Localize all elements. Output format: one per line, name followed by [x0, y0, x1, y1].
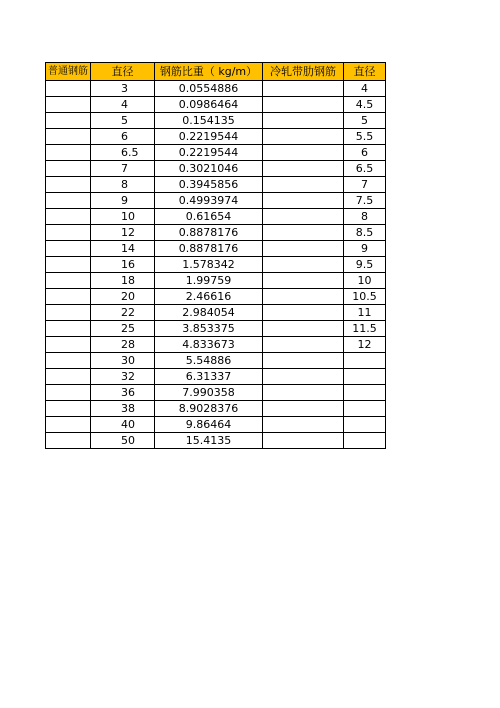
- cell-unit-weight[interactable]: 6.31337: [155, 369, 263, 385]
- cell-cold-rolled-rebar[interactable]: [263, 369, 344, 385]
- cell-cold-rolled-rebar[interactable]: [263, 305, 344, 321]
- cell-ordinary-rebar[interactable]: [46, 241, 91, 257]
- cell-ordinary-rebar[interactable]: [46, 161, 91, 177]
- cell-cold-rolled-diameter[interactable]: [344, 417, 386, 433]
- cell-cold-rolled-diameter[interactable]: 11: [344, 305, 386, 321]
- cell-diameter[interactable]: 4: [91, 97, 155, 113]
- cell-diameter[interactable]: 38: [91, 401, 155, 417]
- cell-ordinary-rebar[interactable]: [46, 417, 91, 433]
- cell-unit-weight[interactable]: 0.2219544: [155, 145, 263, 161]
- cell-diameter[interactable]: 18: [91, 273, 155, 289]
- cell-cold-rolled-rebar[interactable]: [263, 321, 344, 337]
- cell-cold-rolled-diameter[interactable]: 9.5: [344, 257, 386, 273]
- cell-cold-rolled-diameter[interactable]: 4: [344, 81, 386, 97]
- table-row: [46, 81, 386, 97]
- cell-ordinary-rebar[interactable]: [46, 337, 91, 353]
- cell-cold-rolled-rebar[interactable]: [263, 97, 344, 113]
- cell-unit-weight[interactable]: 0.8878176: [155, 241, 263, 257]
- cell-unit-weight[interactable]: 2.984054: [155, 305, 263, 321]
- cell-unit-weight[interactable]: 1.99759: [155, 273, 263, 289]
- cell-diameter[interactable]: 3: [91, 81, 155, 97]
- cell-unit-weight[interactable]: 2.46616: [155, 289, 263, 305]
- cell-cold-rolled-diameter[interactable]: [344, 353, 386, 369]
- cell-diameter[interactable]: 16: [91, 257, 155, 273]
- header-unit-weight-cn: 钢筋比重（: [159, 65, 215, 78]
- cell-unit-weight[interactable]: 0.61654: [155, 209, 263, 225]
- cell-ordinary-rebar[interactable]: [46, 273, 91, 289]
- table-body: [46, 81, 386, 449]
- cell-cold-rolled-diameter[interactable]: 8.5: [344, 225, 386, 241]
- cell-unit-weight[interactable]: 5.54886: [155, 353, 263, 369]
- cell-cold-rolled-rebar[interactable]: [263, 193, 344, 209]
- cell-ordinary-rebar[interactable]: [46, 81, 91, 97]
- cell-diameter[interactable]: 6.5: [91, 145, 155, 161]
- cell-ordinary-rebar[interactable]: [46, 369, 91, 385]
- table-row: [46, 241, 386, 257]
- cell-unit-weight[interactable]: 0.3021046: [155, 161, 263, 177]
- header-cold-rolled-diameter[interactable]: 直径: [344, 63, 386, 81]
- cell-cold-rolled-rebar[interactable]: [263, 337, 344, 353]
- cell-cold-rolled-rebar[interactable]: [263, 257, 344, 273]
- cell-cold-rolled-rebar[interactable]: [263, 177, 344, 193]
- cell-unit-weight[interactable]: 0.8878176: [155, 225, 263, 241]
- cell-cold-rolled-rebar[interactable]: [263, 161, 344, 177]
- cell-unit-weight[interactable]: 15.4135: [155, 433, 263, 449]
- header-cold-rolled-rebar[interactable]: 冷轧带肋钢筋: [263, 63, 344, 81]
- cell-ordinary-rebar[interactable]: [46, 129, 91, 145]
- table-row: [46, 353, 386, 369]
- cell-unit-weight[interactable]: 1.578342: [155, 257, 263, 273]
- table-row: [46, 113, 386, 129]
- cell-cold-rolled-rebar[interactable]: [263, 225, 344, 241]
- cell-cold-rolled-diameter[interactable]: 10.5: [344, 289, 386, 305]
- cell-cold-rolled-diameter[interactable]: [344, 385, 386, 401]
- cell-diameter[interactable]: 14: [91, 241, 155, 257]
- cell-diameter[interactable]: 5: [91, 113, 155, 129]
- cell-ordinary-rebar[interactable]: [46, 97, 91, 113]
- table-row: [46, 193, 386, 209]
- table-row: [46, 417, 386, 433]
- header-diameter[interactable]: 直径: [91, 63, 155, 81]
- cell-ordinary-rebar[interactable]: [46, 385, 91, 401]
- cell-ordinary-rebar[interactable]: [46, 193, 91, 209]
- cell-cold-rolled-diameter[interactable]: 5: [344, 113, 386, 129]
- header-row: [46, 63, 386, 81]
- cell-ordinary-rebar[interactable]: [46, 321, 91, 337]
- cell-cold-rolled-rebar[interactable]: [263, 417, 344, 433]
- cell-diameter[interactable]: 32: [91, 369, 155, 385]
- cell-cold-rolled-diameter[interactable]: [344, 433, 386, 449]
- cell-cold-rolled-diameter[interactable]: 11.5: [344, 321, 386, 337]
- cell-cold-rolled-diameter[interactable]: 4.5: [344, 97, 386, 113]
- cell-ordinary-rebar[interactable]: [46, 353, 91, 369]
- table-row: [46, 385, 386, 401]
- cell-ordinary-rebar[interactable]: [46, 209, 91, 225]
- cell-cold-rolled-diameter[interactable]: 7.5: [344, 193, 386, 209]
- cell-cold-rolled-diameter[interactable]: 7: [344, 177, 386, 193]
- cell-unit-weight[interactable]: 0.2219544: [155, 129, 263, 145]
- cell-cold-rolled-rebar[interactable]: [263, 81, 344, 97]
- cell-cold-rolled-rebar[interactable]: [263, 241, 344, 257]
- cell-cold-rolled-rebar[interactable]: [263, 129, 344, 145]
- cell-diameter[interactable]: 50: [91, 433, 155, 449]
- table-row: [46, 97, 386, 113]
- cell-ordinary-rebar[interactable]: [46, 289, 91, 305]
- cell-diameter[interactable]: 36: [91, 385, 155, 401]
- table-row: [46, 273, 386, 289]
- cell-cold-rolled-rebar[interactable]: [263, 209, 344, 225]
- table-row: [46, 321, 386, 337]
- cell-ordinary-rebar[interactable]: [46, 305, 91, 321]
- cell-cold-rolled-rebar[interactable]: [263, 385, 344, 401]
- cell-unit-weight[interactable]: 0.0986464: [155, 97, 263, 113]
- cell-unit-weight[interactable]: 0.4993974: [155, 193, 263, 209]
- cell-cold-rolled-rebar[interactable]: [263, 289, 344, 305]
- cell-cold-rolled-rebar[interactable]: [263, 401, 344, 417]
- cell-ordinary-rebar[interactable]: [46, 401, 91, 417]
- cell-unit-weight[interactable]: 3.853375: [155, 321, 263, 337]
- cell-cold-rolled-diameter[interactable]: 5.5: [344, 129, 386, 145]
- cell-cold-rolled-diameter[interactable]: 6: [344, 145, 386, 161]
- cell-ordinary-rebar[interactable]: [46, 145, 91, 161]
- table-row: [46, 225, 386, 241]
- cell-ordinary-rebar[interactable]: [46, 433, 91, 449]
- cell-diameter[interactable]: 28: [91, 337, 155, 353]
- cell-diameter[interactable]: 25: [91, 321, 155, 337]
- cell-unit-weight[interactable]: 0.0554886: [155, 81, 263, 97]
- cell-ordinary-rebar[interactable]: [46, 113, 91, 129]
- table-row: [46, 129, 386, 145]
- cell-cold-rolled-diameter[interactable]: [344, 369, 386, 385]
- cell-cold-rolled-rebar[interactable]: [263, 353, 344, 369]
- cell-unit-weight[interactable]: 7.990358: [155, 385, 263, 401]
- cell-cold-rolled-diameter[interactable]: 10: [344, 273, 386, 289]
- header-ordinary-rebar[interactable]: 普通钢筋: [46, 63, 91, 81]
- cell-unit-weight[interactable]: 0.154135: [155, 113, 263, 129]
- table-row: [46, 209, 386, 225]
- cell-diameter[interactable]: 40: [91, 417, 155, 433]
- table-row: [46, 177, 386, 193]
- cell-cold-rolled-rebar[interactable]: [263, 273, 344, 289]
- cell-ordinary-rebar[interactable]: [46, 225, 91, 241]
- cell-unit-weight[interactable]: 4.833673: [155, 337, 263, 353]
- table-row: [46, 433, 386, 449]
- table-row: [46, 161, 386, 177]
- cell-cold-rolled-rebar[interactable]: [263, 113, 344, 129]
- table-row: [46, 369, 386, 385]
- cell-cold-rolled-rebar[interactable]: [263, 145, 344, 161]
- cell-cold-rolled-diameter[interactable]: 9: [344, 241, 386, 257]
- cell-diameter[interactable]: 7: [91, 161, 155, 177]
- cell-cold-rolled-rebar[interactable]: [263, 433, 344, 449]
- cell-cold-rolled-diameter[interactable]: 8: [344, 209, 386, 225]
- cell-unit-weight[interactable]: 0.3945856: [155, 177, 263, 193]
- cell-diameter[interactable]: 9: [91, 193, 155, 209]
- cell-diameter[interactable]: 12: [91, 225, 155, 241]
- cell-diameter[interactable]: 8: [91, 177, 155, 193]
- rebar-weight-table: [45, 62, 386, 449]
- table-row: [46, 305, 386, 321]
- cell-unit-weight[interactable]: 9.86464: [155, 417, 263, 433]
- cell-unit-weight[interactable]: 8.9028376: [155, 401, 263, 417]
- cell-diameter[interactable]: 6: [91, 129, 155, 145]
- table-row: [46, 401, 386, 417]
- header-unit-weight-unit: kg/m）: [214, 65, 258, 78]
- cell-diameter[interactable]: 30: [91, 353, 155, 369]
- cell-diameter[interactable]: 22: [91, 305, 155, 321]
- header-unit-weight[interactable]: [155, 63, 263, 81]
- cell-ordinary-rebar[interactable]: [46, 177, 91, 193]
- cell-diameter[interactable]: 20: [91, 289, 155, 305]
- table-row: [46, 257, 386, 273]
- cell-cold-rolled-diameter[interactable]: 6.5: [344, 161, 386, 177]
- cell-cold-rolled-diameter[interactable]: [344, 401, 386, 417]
- cell-ordinary-rebar[interactable]: [46, 257, 91, 273]
- table-row: [46, 145, 386, 161]
- cell-diameter[interactable]: 10: [91, 209, 155, 225]
- cell-cold-rolled-diameter[interactable]: 12: [344, 337, 386, 353]
- table-row: [46, 289, 386, 305]
- table-row: [46, 337, 386, 353]
